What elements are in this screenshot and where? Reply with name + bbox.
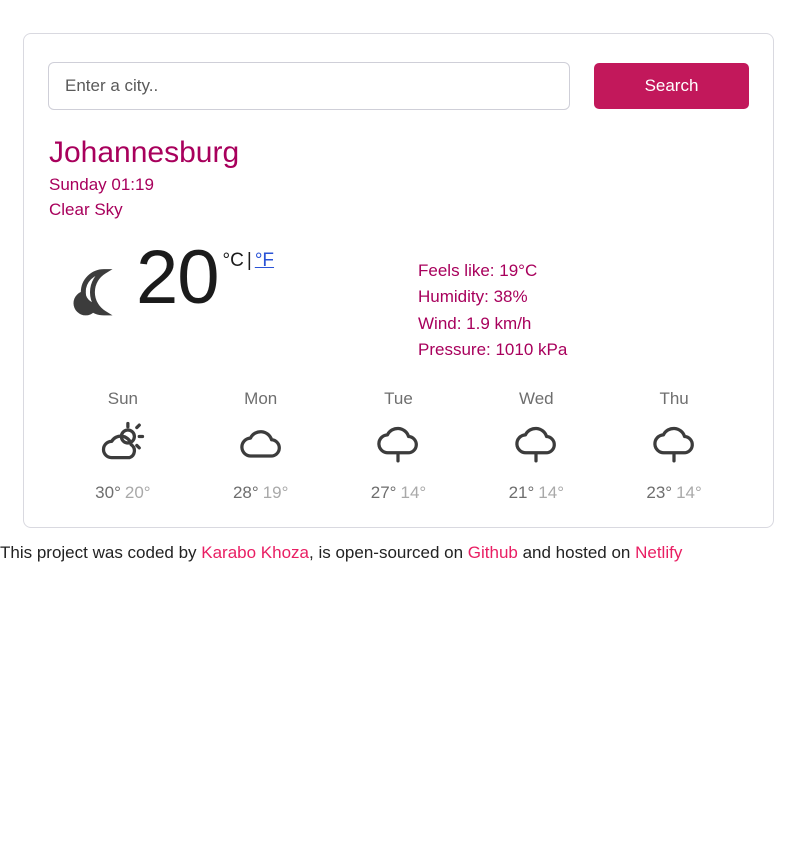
forecast-max: 28° (232, 483, 259, 503)
cloud-icon (235, 417, 287, 469)
current-time: Sunday 01:19 (49, 174, 154, 194)
forecast-day (192, 389, 330, 503)
detail-feels-like: Feels like: 19°C (418, 261, 538, 281)
forecast-min: 20° (124, 483, 151, 503)
forecast-temps (467, 483, 605, 503)
footer-netlify-link[interactable]: Netlify (635, 543, 683, 562)
forecast-min: 19° (262, 483, 289, 503)
forecast-temps (54, 483, 192, 503)
forecast-min: 14° (538, 483, 564, 503)
forecast-day-name: Wed (518, 389, 554, 409)
sun-cloud-icon (97, 417, 149, 469)
temperature-wrap (136, 235, 275, 321)
city-block (49, 136, 749, 222)
city-name: Johannesburg (49, 136, 240, 169)
forecast-day (330, 389, 468, 503)
forecast-max: 30° (95, 483, 121, 503)
forecast-temps (330, 483, 468, 503)
forecast-min: 14° (400, 483, 427, 503)
footer-author-link[interactable]: Karabo Khoza (201, 543, 310, 562)
search-button[interactable]: Search (594, 63, 749, 109)
forecast-day (54, 389, 192, 503)
current-description: Clear Sky (49, 200, 123, 220)
rain-icon (372, 417, 424, 469)
forecast-day (467, 389, 605, 503)
footer (0, 543, 811, 563)
rain-icon (510, 417, 562, 469)
footer-github-link[interactable]: Github (467, 543, 518, 562)
unit-toggle (223, 250, 274, 272)
forecast-max: 21° (508, 483, 535, 503)
current-conditions (48, 236, 749, 363)
footer-text-2: , is open-sourced on (309, 543, 468, 562)
forecast-max: 23° (646, 483, 673, 503)
forecast-day-name: Sun (107, 389, 139, 409)
forecast-max: 27° (370, 483, 397, 503)
forecast-row (48, 389, 749, 503)
footer-text-3: and hosted on (517, 543, 636, 562)
current-temperature-group (48, 236, 418, 330)
weather-card (23, 33, 774, 528)
unit-celsius: °C (222, 250, 244, 272)
temperature-value: 20 (136, 235, 219, 321)
rain-icon (648, 417, 700, 469)
footer-text-1: This project was coded by (0, 543, 202, 562)
unit-separator: | (246, 250, 252, 272)
search-input[interactable] (48, 62, 570, 110)
forecast-day (605, 389, 743, 503)
detail-wind: Wind: 1.9 km/h (418, 313, 532, 333)
detail-humidity: Humidity: 38% (418, 287, 528, 307)
detail-pressure: Pressure: 1010 kPa (418, 340, 568, 360)
moon-cloud-icon (54, 252, 132, 330)
forecast-temps (605, 483, 743, 503)
forecast-day-name: Tue (384, 389, 413, 409)
forecast-day-name: Mon (244, 389, 278, 409)
forecast-day-name: Thu (659, 389, 689, 409)
forecast-min: 14° (676, 483, 702, 503)
current-details (418, 258, 567, 363)
search-row (48, 62, 749, 110)
forecast-temps (192, 483, 330, 503)
unit-fahrenheit-link[interactable]: °F (254, 250, 275, 272)
